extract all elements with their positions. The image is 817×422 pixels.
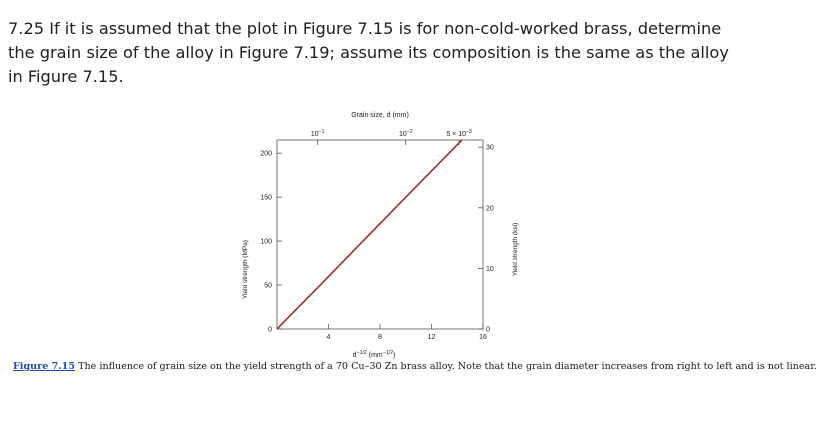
y-tick-label: 50 [264, 282, 272, 290]
x-tick-label: 8 [378, 334, 382, 341]
plot-frame [277, 140, 483, 329]
yield-strength-line [277, 136, 466, 329]
caption-text: The influence of grain size on the yield strength of a 70 Cu–30 Zn brass alloy. Note that the grain diameter increases from right to left and is not linear. [75, 361, 817, 372]
y-right-tick-label: 30 [486, 144, 494, 152]
x-axis-label: $d^{-1/2}$ $(mm^{-1/2})$ [352, 350, 396, 359]
y-right-tick-label: 0 [486, 326, 490, 334]
y-tick-label: 0 [268, 326, 272, 334]
data-series [277, 136, 466, 329]
top-axis-label: Grain size, d (mm) [351, 112, 409, 119]
x-tick-label: 16 [479, 334, 487, 341]
y-tick-label: 200 [260, 150, 272, 158]
y-right-tick-label: 20 [486, 205, 494, 213]
problem-statement: 7.25 If it is assumed that the plot in Figure 7.15 is for non-cold-worked brass, determine the grain size of the alloy in Figure 7.19; assume its composition is the same as the alloy in Figure 7.15. [8, 19, 729, 86]
x-tick-label: 4 [326, 334, 331, 341]
x-tick-label: 12 [427, 334, 436, 341]
figure-label[interactable]: Figure 7.15 [13, 361, 76, 372]
y-right-axis-label: Yield strength (ksi) [512, 222, 519, 277]
axis-ticks [277, 140, 483, 329]
figure-caption [13, 361, 817, 373]
y-tick-label: 100 [260, 238, 272, 246]
top-tick-label: $10^{-2}$ [398, 129, 413, 138]
y-axis-label: Yield strength (MPa) [242, 239, 249, 300]
top-tick-label: $10^{-1}$ [310, 129, 325, 138]
y-tick-label: 150 [260, 194, 272, 202]
y-right-tick-label: 10 [486, 265, 494, 273]
plot-border [277, 140, 483, 329]
top-tick-label: $5 \times 10^{-3}$ [446, 129, 472, 138]
